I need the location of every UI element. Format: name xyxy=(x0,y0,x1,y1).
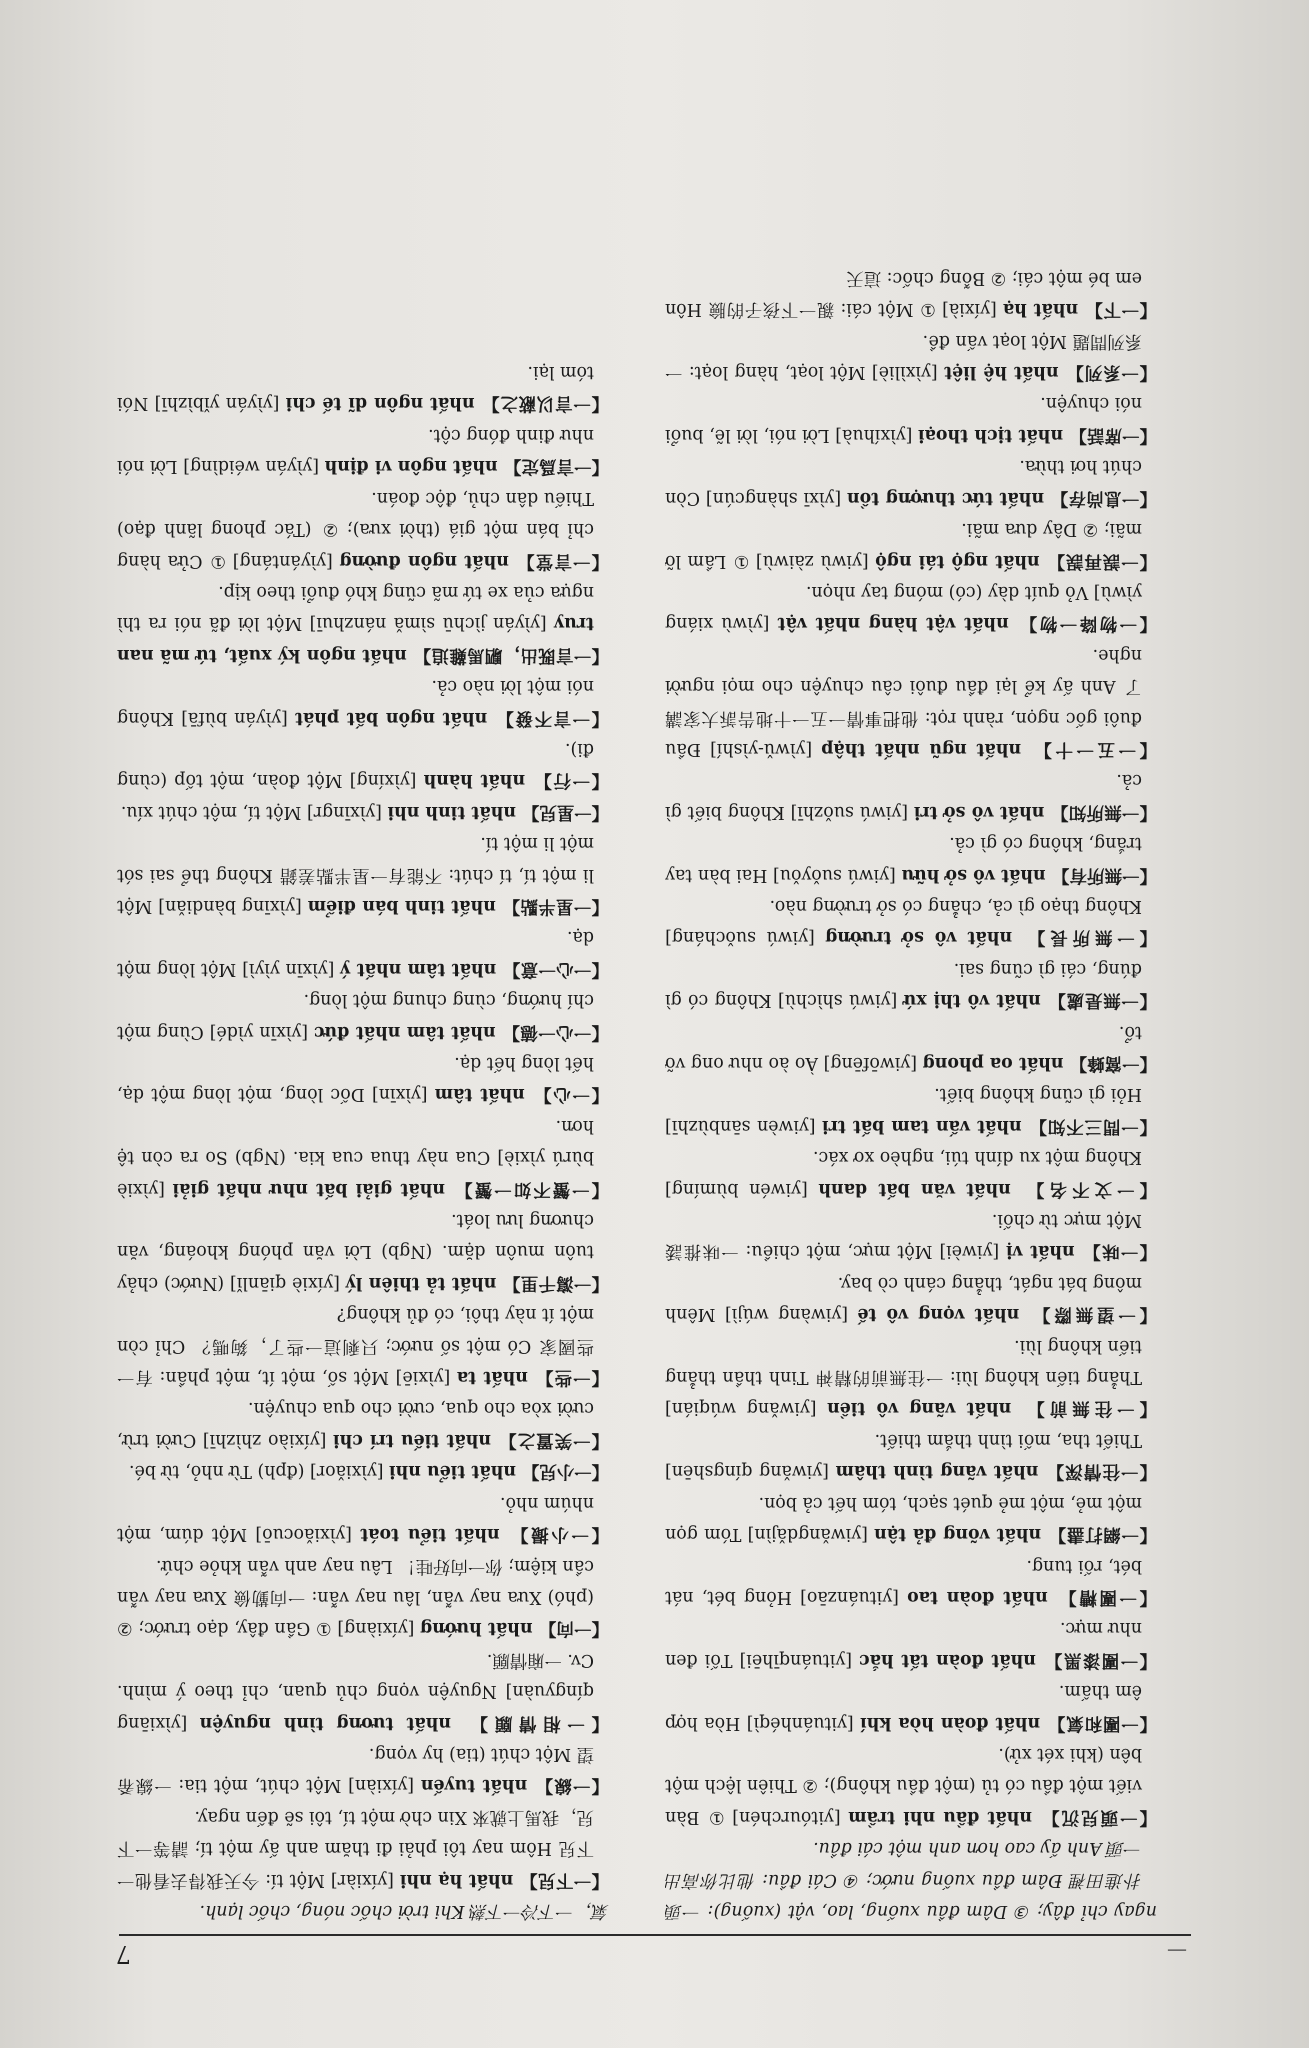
dictionary-entry: 【一文不名】 nhất văn bất danh [yiwén bùmíng] Không một xu dính túi, nghèo xơ xác. xyxy=(665,1147,1157,1199)
dictionary-entry: 【一無所有】 nhất vô sở hữu [yiwú suǒyǒu] Hai bàn tay trắng, không có gì cả. xyxy=(665,833,1157,885)
header-mark: — xyxy=(1167,1940,1187,1964)
dictionary-entry: 【一言不發】 nhất ngôn bất phát [yìyán bùfā] Không nói một lời nào cả. xyxy=(117,676,609,728)
dictionary-entry: 【一網打盡】 nhất võng đả tận [yiwǎngdǎjìn] Tóm gọn một mẻ, một mẻ quét sạch, tóm hết cả bọn. xyxy=(665,1492,1157,1545)
dictionary-entry: 【一言既出，駟馬難追】 nhất ngôn ký xuất, tứ mã nan truy [yìyán jìchū sìmǎ nánzhuī] Một lời đã nói ra thì ngựa của xe tứ mã cũng khó đuổi theo kịp. xyxy=(117,581,609,665)
dictionary-entry: 【一物降一物】 nhất vật hàng nhất vật [yìwù xiáng yìwù] Vỏ quít dày (có) móng tay nhọn. xyxy=(665,581,1157,634)
dictionary-entry: 【一小撮】 nhất tiểu toát [yìxiǎocuō] Một dúm, một nhúm nhỏ. xyxy=(117,1492,609,1545)
dictionary-entry: 【一息尚存】 nhất tức thượng tồn [yìxī shàngcún] Còn chút hơi thừa. xyxy=(665,456,1157,508)
dictionary-entry: 【一誤再誤】 nhất ngộ tái ngộ [yiwù zàiwù] ① Lầm lỡ mãi; ② Dây dưa mãi. xyxy=(665,519,1157,571)
dictionary-entry: 【一問三不知】 nhất vấn tam bất tri [yiwèn sānbùzhī] Hỏi gì cũng không biết. xyxy=(665,1084,1157,1136)
dictionary-entry: 【一些】 nhất ta [yìxiē] Một số, một ít, một phần: 有一些國家 Có một số nước; 只剩這一些了，夠嗎？ Chỉ còn một ít này thôi, có đủ không? xyxy=(117,1304,609,1388)
page-number: 7 xyxy=(115,1940,131,1968)
dictionary-entry: 【一無所知】 nhất vô sở tri [yiwú suǒzhī] Không biết gì cả. xyxy=(665,770,1157,822)
dictionary-entry: 【一頭兒沉】 nhất đầu nhi trầm [yitóurchén] ① Bàn viết một đầu có tủ (một đầu không); ② Thiên lệch một bên (khi xét xử). xyxy=(665,1743,1157,1827)
dictionary-entry: 【一心一德】 nhất tâm nhất đức [yìxīn yìdé] Cùng một chí hướng, cùng chung một lòng. xyxy=(117,990,609,1042)
dictionary-entry: 【一望無際】 nhất vọng vô tế [yiwàng wújì] Mênh mông bát ngát, thẳng cánh cò bay. xyxy=(665,1272,1157,1325)
dictionary-entry: 【一小兒】 nhất tiểu nhi [yìxiǎor] (đph) Từ nhỏ, từ bé. xyxy=(129,1461,609,1482)
dictionary-entry: 【一向】 nhất hướng [yíxiàng] ① Gần đây, dạo trước; ② (phó) Xưa nay vẫn, lâu nay vẫn: 一向勤儉 Xưa nay vẫn cần kiệm; 你一向好哇！ Lâu nay anh vẫn khỏe chứ. xyxy=(117,1555,609,1639)
entry-continuation: 氣，一下冷一下熱 Khi trời chốc nóng, chốc lạnh. xyxy=(199,1901,609,1921)
dictionary-entry: 【一團糟】 nhất đoàn tao [yituánzāo] Hỏng bét, nát bét, rối tung. xyxy=(665,1555,1157,1607)
dictionary-entry: 【一下兒】 nhất hạ nhi [yíxiàr] Một tí: 今天我得去看他一下兒 Hôm nay tôi phải đi thăm anh ấy một tí; 請等一下兒，我馬上就來 Xin chờ một tí, tôi sẽ đến ngay. xyxy=(117,1806,609,1890)
dictionary-entry: 【一蟹不如一蟹】 nhất giải bất như nhất giải [yìxiè bùrú yìxiè] Cua này thua cua kia. (Ngb) So ra còn tệ hơn. xyxy=(117,1115,609,1199)
dictionary-entry: 【一瀉千里】 nhất tả thiên lý [yíxiè qiānlǐ] (Nước) chảy tuôn muôn dặm. (Ngb) Lời văn phóng khoáng, văn chương lưu loát. xyxy=(117,1210,609,1293)
dictionary-entry: 【一往情深】 nhất vãng tình thâm [yiwǎng qíngshēn] Thiết tha, mối tình thắm thiết. xyxy=(665,1429,1157,1482)
dictionary-entry: 【一心】 nhất tâm [yìxīn] Dốc lòng, một lòng một dạ, hết lòng hết dạ. xyxy=(117,1053,609,1105)
dictionary-entry: 【一五一十】 nhất ngũ nhất thập [yìwǔ-yìshí] Đầu đuôi gốc ngọn, rành rọt: 他把事情一五一十地告訴大家講了 Anh ấy kể lại đầu đuôi câu chuyện cho mọi người nghe. xyxy=(665,644,1157,759)
dictionary-entry: 【一言爲定】 nhất ngôn vi định [yìyán wéidìng] Lời nói như đinh đóng cột. xyxy=(117,424,609,477)
dictionary-entry: 【一下】 nhất hạ [yíxià] ① Một cái: 親一下孩子的臉 Hôn em bé một cái; ② Bỗng chốc: 這天 xyxy=(665,267,1157,320)
header-rule xyxy=(119,1934,1191,1936)
dictionary-entry: 【一系列】 nhất hệ liệt [yìxìliè] Một loạt, hàng loạt: 一系列問題 Một loạt vấn đề. xyxy=(665,330,1157,383)
entry-continuation: ngay chỉ đây; ③ Dâm đầu xuống, lao, vật (xuống): 一頭扑進田裡 Đâm đầu xuống nước; ④ Cái đầu: 他比你高出一頭 Anh ấy cao hơn anh một cái đầu. xyxy=(665,1838,1157,1921)
dictionary-entry: 【一星半點】 nhất tinh bán điểm [yìxīng bàndiǎn] Một li một tí, tí chút: 不能有一星半點差錯 Không thể sai sót một li một tí. xyxy=(117,833,609,916)
dictionary-entry: 【一言以蔽之】 nhất ngôn dĩ tế chi [yìyán yǐbìzhī] Nói tóm lại. xyxy=(117,362,609,414)
dictionary-entry: 【一無是處】 nhất vô thị xứ [yiwú shìchù] Không có gì đúng, cái gì cũng sai. xyxy=(665,958,1157,1011)
dictionary-entry: 【一席話】 nhất tịch thoại [yìxíhuà] Lời nói, lời lẽ, buổi nói chuyện. xyxy=(665,393,1157,445)
dictionary-entry: 【一往無前】 nhất vãng vô tiền [yiwǎng wúqián] Thẳng tiến không lùi: 一往無前的精神 Tinh thần thẳng tiến không lùi. xyxy=(665,1335,1157,1419)
dictionary-entry: 【一無所長】 nhất vô sở trường [yiwú suǒcháng] Không thạo gì cả, chẳng có sở trường nào. xyxy=(665,896,1157,948)
dictionary-entry: 【一團漆黑】 nhất đoàn tất hắc [yituánqīhēi] Tối đen như mực. xyxy=(665,1618,1157,1670)
dictionary-entry: 【一味】 nhất vị [yiwèi] Một mực, một chiều: 一味推諉 Một mực từ chối. xyxy=(665,1210,1157,1262)
dictionary-entry: 【一心一意】 nhất tâm nhất ý [yìxīn yìyì] Một lòng một dạ. xyxy=(117,927,609,979)
dictionary-entry: 【一行】 nhất hành [yìxíng] Một đoàn, một tốp (cùng đi). xyxy=(117,738,609,791)
dictionary-entry: 【一線】 nhất tuyến [yíxiàn] Một chút, một tia: 一線希望 Một chút (tia) hy vọng. xyxy=(117,1743,609,1796)
dictionary-entry: 【一星兒】 nhất tinh nhi [yìxīngr] Một tí, một chút xíu. xyxy=(120,801,609,822)
left-column xyxy=(665,18,1157,1926)
dictionary-entry: 【一相情願】 nhất tương tình nguyện [yìxiāng qíngyuàn] Nguyện vọng chủ quan, chỉ theo ý mình. Cv. 一廂情願. xyxy=(117,1649,609,1733)
right-column xyxy=(117,18,609,1926)
dictionary-entry: 【一言堂】 nhất ngôn đường [yìyántáng] ① Cửa hàng chỉ bán một giá (thời xưa); ② (Tác phong lãnh đạo) Thiếu dân chủ, độc đoán. xyxy=(117,487,609,571)
dictionary-entry: 【一窩蜂】 nhất oa phong [yiwōfēng] Ào ào như ong vỡ tổ. xyxy=(665,1021,1157,1074)
dictionary-entry: 【一團和氣】 nhất đoàn hòa khí [yituánhéqì] Hòa hợp êm thấm. xyxy=(665,1681,1157,1733)
dictionary-entry: 【一笑置之】 nhất tiếu trí chi [yíxiào zhìzhī] Cười trừ, cười xòa cho qua, cười cho qua chuyện. xyxy=(117,1398,609,1450)
